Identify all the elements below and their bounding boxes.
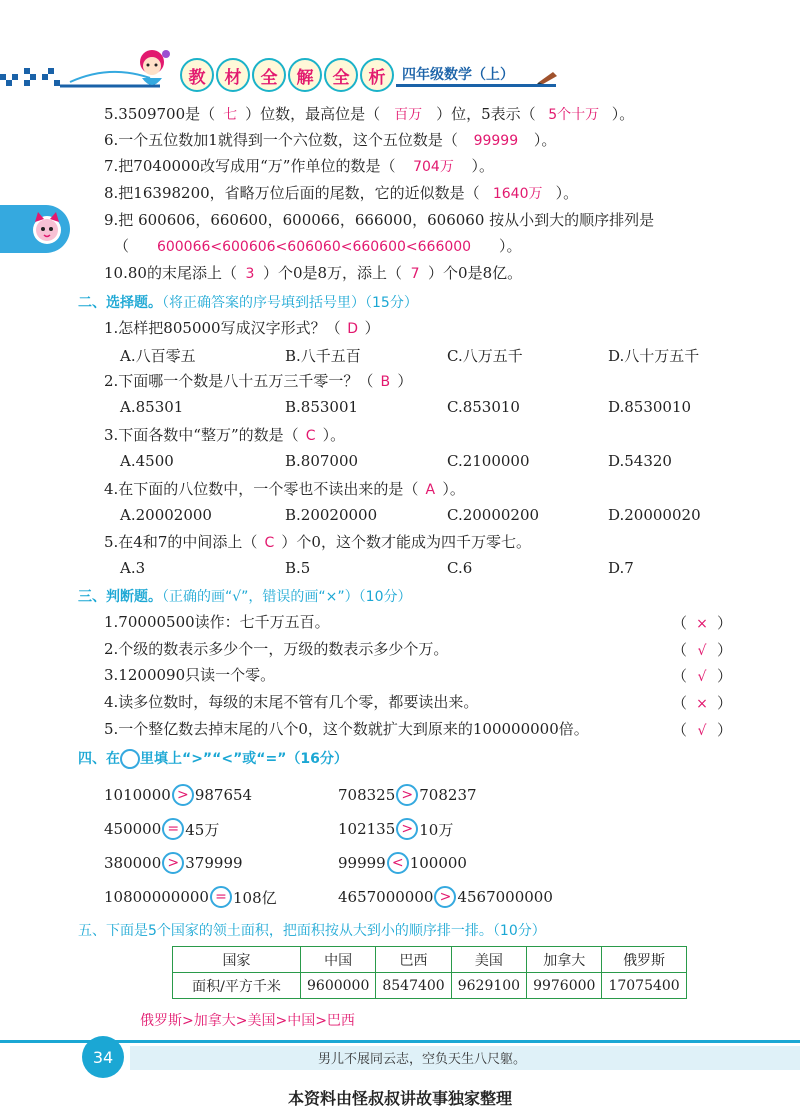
title-char: 教 [180,58,214,92]
answer: 1640万 [492,186,543,202]
option: B.853001 [285,398,359,416]
judge-mark: （ √ ） [672,721,733,739]
option: C.20000200 [447,506,540,524]
order-answer: 俄罗斯>加拿大>美国>中国>巴西 [140,1013,355,1029]
title-char: 全 [324,58,358,92]
question-text: 9.把 600606，660600，600066，666000，606060 按从小到大的顺序排列是 [104,211,655,229]
compare-symbol: > [172,784,194,806]
section-instruction: （将正确答案的序号填到括号里）（15分） [162,295,418,311]
answer: 七 [223,107,238,123]
footer-credit: 本资料由怪叔叔讲故事独家整理 [287,1089,512,1108]
compare-item [104,784,252,806]
section-title: 四、在 [78,751,120,767]
table-cell: 俄罗斯 [602,947,686,973]
option: C.6 [447,559,473,577]
answer: √ [697,669,707,685]
area-table [172,946,687,999]
compare-symbol: > [434,886,456,908]
header-divider [396,84,556,87]
answer: 百万 [394,107,423,123]
option: A.85301 [120,398,184,416]
left-number: 450000 [104,820,162,838]
compare-item [338,886,553,908]
page-number: 34 [82,1036,124,1078]
judge-mark: （ √ ） [672,667,733,685]
cat-mascot-icon [28,210,66,248]
answer: × [696,696,708,712]
answer: B [380,374,391,390]
right-number: 379999 [185,854,243,872]
question-text: 4.在下面的八位数中，一个零也不读出来的是（ [104,480,419,498]
compare-item [338,784,477,806]
right-number: 10万 [419,820,454,839]
choice-question-2 [104,371,412,392]
title-char: 解 [288,58,322,92]
table-cell: 8547400 [376,973,451,999]
question-text: ）。 [471,157,494,175]
answer: A [425,482,436,498]
question-text: ）。 [611,105,635,123]
section-instruction: （正确的画“√”，错误的画“×”）（10分） [162,589,412,605]
judge-question: 2.个级的数表示多少个一，万级的数表示多少个万。 [104,640,449,658]
question-text: 1.怎样把805000写成汉字形式？（ [104,319,341,337]
option: A.20002000 [120,506,212,524]
table-cell: 国家 [173,947,301,973]
left-number: 1010000 [104,786,171,804]
question-text: ） [364,319,380,337]
right-number: 708237 [419,786,477,804]
table-cell: 加拿大 [527,947,602,973]
book-title [180,58,394,92]
right-number: 45万 [185,820,220,839]
section-heading-compare [78,748,348,769]
question-text: （ [114,237,130,255]
option: A.3 [120,559,146,577]
left-number: 380000 [104,854,162,872]
circle-icon [120,749,140,769]
compare-item [104,886,277,908]
question-text: ）。 [533,131,557,149]
section-title: 二、选择题。 [78,295,162,311]
left-number: 4657000000 [338,888,434,906]
question-text: ） [397,372,413,390]
fill-question-8 [104,183,578,204]
left-number: 708325 [338,786,396,804]
right-number: 108亿 [232,888,277,907]
footer-motto: 男儿不展同云志，空负天生八尺躯。 [318,1052,527,1067]
question-text: ）。 [442,480,465,498]
answer: C [264,535,275,551]
section-heading-table: 五、下面是5个国家的领土面积，把面积按从大到小的顺序排一排。（10分） [78,923,546,939]
judge-question: 1.70000500读作：七千万五百。 [104,613,330,631]
compare-symbol: > [396,818,418,840]
table-cell: 9976000 [527,973,602,999]
answer: × [696,616,708,632]
pen-icon [537,70,559,84]
table-cell: 中国 [301,947,376,973]
title-char: 全 [252,58,286,92]
option: B.807000 [285,452,359,470]
question-text: 8.把16398200，省略万位后面的尾数，它的近似数是（ [104,184,480,202]
grade-label: 四年级数学（上） [402,67,514,83]
question-text: 5.在4和7的中间添上（ [104,533,258,551]
option: A.4500 [120,452,174,470]
compare-symbol: > [396,784,418,806]
question-text: 6.一个五位数加1就得到一个六位数，这个五位数是（ [104,131,458,149]
question-text: 3.下面各数中“整万”的数是（ [104,426,299,444]
question-text: ）个0是8亿。 [428,264,523,282]
left-number: 102135 [338,820,396,838]
option: B.20020000 [285,506,378,524]
choice-question-5 [104,532,531,553]
option: B.八千五百 [285,347,361,365]
choice-question-1 [104,318,380,339]
judge-mark: （ √ ） [672,641,733,659]
answer: 5个十万 [548,107,600,123]
left-number: 10800000000 [104,888,209,906]
table-cell: 美国 [451,947,526,973]
question-text: ）个0，这个数才能成为四千万零七。 [281,533,531,551]
question-text: ）个0是8万，添上（ [262,264,403,282]
option: D.54320 [608,452,672,470]
fill-question-9 [104,210,654,230]
fill-question-9-answer [114,236,522,257]
option: C.八万五千 [447,347,523,365]
right-number: 100000 [409,854,467,872]
option: C.2100000 [447,452,530,470]
right-number: 987654 [194,786,253,804]
fill-question-7 [104,156,494,177]
answer: 3 [245,266,255,282]
compare-item [338,852,467,874]
option: A.八百零五 [120,347,196,365]
compare-symbol: = [162,818,184,840]
table-cell: 17075400 [602,973,686,999]
question-text: 5.3509700是（ [104,105,216,123]
question-text: 2.下面哪一个数是八十五万三千零一？（ [104,372,374,390]
choice-question-4 [104,479,465,500]
title-char: 析 [360,58,394,92]
right-number: 4567000000 [457,888,553,906]
question-text: ）。 [322,426,346,444]
choice-question-3 [104,425,345,446]
answer: √ [697,643,707,659]
judge-mark: （ × ） [672,614,733,632]
fill-question-6 [104,130,556,151]
answer: D [347,321,358,337]
page-header [0,0,800,100]
fill-question-5 [104,104,634,125]
table-cell: 面积/平方千米 [173,973,301,999]
table-header-row [173,947,687,973]
option: B.5 [285,559,311,577]
answer: √ [697,723,707,739]
option: D.7 [608,559,634,577]
option: D.八十万五千 [608,347,700,365]
answer: 7 [410,266,420,282]
answer: C [305,428,316,444]
compare-symbol: = [210,886,232,908]
left-number: 99999 [338,854,386,872]
question-text: 10.80的末尾添上（ [104,264,237,282]
compare-symbol: < [387,852,409,874]
answer: 704万 [413,159,454,175]
judge-question: 3.1200090只读一个零。 [104,666,276,684]
compare-item [104,852,243,874]
section-title: 三、判断题。 [78,589,162,605]
title-char: 材 [216,58,250,92]
question-text: ）。 [555,184,579,202]
option: D.20000020 [608,506,701,524]
section-heading-choice [78,292,418,312]
table-cell: 9600000 [301,973,376,999]
table-cell: 9629100 [451,973,526,999]
compare-item [104,818,219,840]
question-text: ）。 [499,237,522,255]
compare-symbol: > [162,852,184,874]
answer: 99999 [473,133,519,149]
fill-question-10 [104,263,522,284]
answer: 600066<600606<606060<660600<666000 [156,239,472,255]
judge-question: 4.读多位数时，每级的末尾不管有几个零，都要读出来。 [104,693,479,711]
question-text: ）位数，最高位是（ [245,105,381,123]
table-cell: 巴西 [376,947,451,973]
question-text: 7.把7040000改写成用“万”作单位的数是（ [104,157,396,175]
section-heading-judge [78,586,411,606]
footer-divider [0,1040,800,1043]
option: C.853010 [447,398,520,416]
table-row [173,973,687,999]
section-title: 里填上“>”“<”或“=”（16分） [140,751,348,767]
compare-item [338,818,453,840]
judge-question: 5.一个整亿数去掉末尾的八个0，这个数就扩大到原来的100000000倍。 [104,720,589,738]
mascot-girl-icon [128,44,176,92]
judge-mark: （ × ） [672,694,733,712]
question-text: ）位，5表示（ [436,105,536,123]
option: D.8530010 [608,398,692,416]
